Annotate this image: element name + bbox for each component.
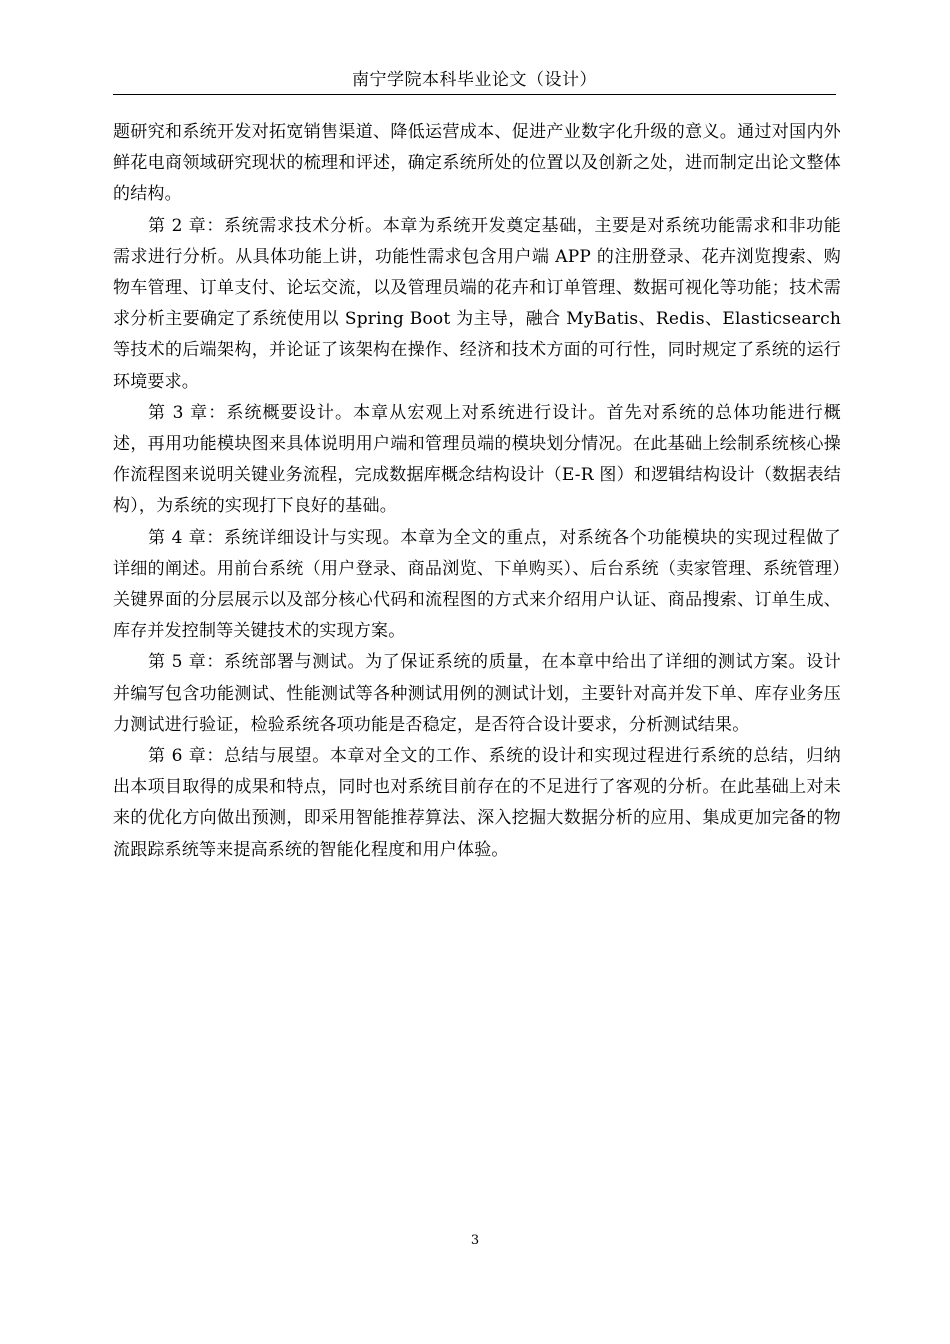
paragraph-chapter-4: 第 4 章：系统详细设计与实现。本章为全文的重点，对系统各个功能模块的实现过程做了详细的阐述。用前台系统（用户登录、商品浏览、下单购买）、后台系统（卖家管理、系统管理）关键界面的分层展示以及部分核心代码和流程图的方式来介绍用户认证、商品搜索、订单生成、库存并发控制等关键技术的实现方案。 bbox=[113, 527, 841, 642]
paragraph-chapter-5: 第 5 章：系统部署与测试。为了保证系统的质量，在本章中给出了详细的测试方案。设计并编写包含功能测试、性能测试等各种测试用例的测试计划，主要针对高并发下单、库存业务压力测试进行验证，检验系统各项功能是否稳定，是否符合设计要求，分析测试结果。 bbox=[113, 652, 841, 735]
paragraph-chapter-6: 第 6 章：总结与展望。本章对全文的工作、系统的设计和实现过程进行系统的总结，归纳出本项目取得的成果和特点，同时也对系统目前存在的不足进行了客观的分析。在此基础上对未来的优化方向做出预测，即采用智能推荐算法、深入挖掘大数据分析的应用、集成更加完备的物流跟踪系统等来提高系统的智能化程度和用户体验。 bbox=[113, 746, 841, 860]
header-rule bbox=[113, 94, 836, 95]
paragraph-continuation: 题研究和系统开发对拓宽销售渠道、降低运营成本、促进产业数字化升级的意义。通过对国内外鲜花电商领域研究现状的梳理和评述，确定系统所处的位置以及创新之处，进而制定出论文整体的结构。 bbox=[113, 122, 841, 205]
body-text bbox=[113, 117, 841, 866]
paragraph-chapter-2: 第 2 章：系统需求技术分析。本章为系统开发奠定基础，主要是对系统功能需求和非功能需求进行分析。从具体功能上讲，功能性需求包含用户端 APP 的注册登录、花卉浏览搜索、购物车管理、订单支付、论坛交流，以及管理员端的花卉和订单管理、数据可视化等功能；技术需求分析主要确定了系统使用以 Spring Boot 为主导，融合 MyBatis、Redis、Elasticsearch 等技术的后端架构，并论证了该架构在操作、经济和技术方面的可行性，同时规定了系统的运行环境要求。 bbox=[113, 215, 841, 392]
paragraph-chapter-3: 第 3 章：系统概要设计。本章从宏观上对系统进行设计。首先对系统的总体功能进行概述，再用功能模块图来具体说明用户端和管理员端的模块划分情况。在此基础上绘制系统核心操作流程图来说明关键业务流程，完成数据库概念结构设计（E-R 图）和逻辑结构设计（数据表结构），为系统的实现打下良好的基础。 bbox=[113, 402, 841, 517]
page-number: 3 bbox=[470, 1233, 480, 1248]
page-header-title: 南宁学院本科毕业论文（设计） bbox=[352, 70, 597, 90]
